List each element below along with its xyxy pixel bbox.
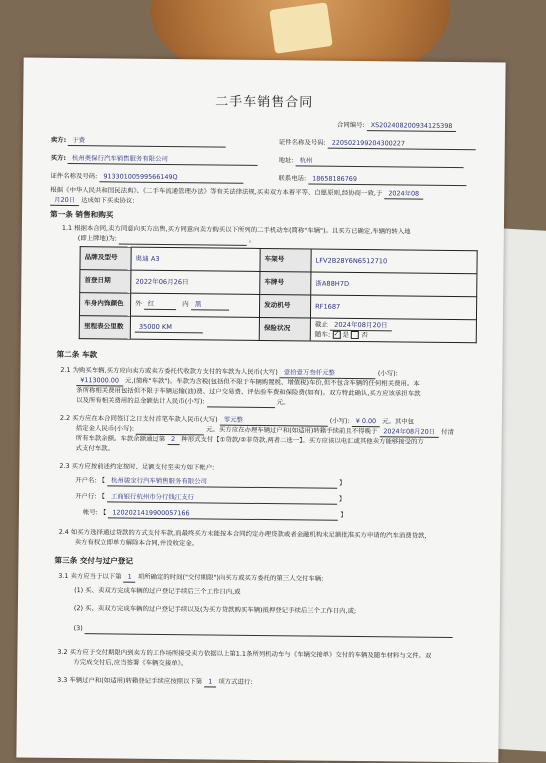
intro-date: 2024年08 bbox=[384, 189, 423, 199]
clause-text: 买方应于交付期限内到卖方的工作场所接受卖方依据以上第1.1条所列机动车与《车辆交接单》交付的车辆及随车材料与文件。双 bbox=[69, 648, 432, 660]
total-estimate-blank bbox=[207, 397, 275, 407]
seller-id-row bbox=[279, 138, 476, 150]
buyer-name: 杭州奥保行汽车销售服务有限公司 bbox=[68, 154, 258, 166]
clause-number: 3.1 bbox=[58, 571, 69, 580]
deadline-value: 2024年08月20日 bbox=[330, 320, 391, 331]
clause-number: 2.1 bbox=[60, 365, 71, 375]
mileage-cell bbox=[130, 316, 259, 340]
clause-text: 根据本合同,卖方同意向买方出售,买方同意向卖方购买以下所列的二手机动车(简称"车辆")。且买方已确定,车辆的转入地 bbox=[74, 224, 411, 236]
brand-label: 品牌及型号 bbox=[80, 247, 131, 271]
account-value: 1202021419900057166 bbox=[108, 508, 338, 520]
bank-row bbox=[75, 492, 345, 504]
clause-number: 2.3 bbox=[59, 461, 70, 470]
clause-text: 卖方应当于以下第 bbox=[70, 572, 122, 581]
article-2-title: 第二条 车款 bbox=[56, 349, 98, 360]
insurance-transfer-row bbox=[315, 330, 472, 341]
clause-text: 元,(简称"车款")。车款为含税(包括但不限于车辆购置税、增值税)车价,但不包含车辆的任何相关费用。本 bbox=[124, 376, 420, 388]
plate-value: 浙A88H7D bbox=[311, 272, 477, 297]
clause-text: 付清 bbox=[441, 427, 454, 437]
transfer-label: 随车: bbox=[314, 330, 331, 339]
mileage-label: 里程表公里数 bbox=[79, 316, 130, 340]
deadline-label: 截止 bbox=[314, 320, 329, 329]
brand-value: 奥迪 A3 bbox=[131, 247, 260, 271]
bank-label: 开户行: bbox=[75, 492, 97, 501]
first-payment-uppercase: 零元整 bbox=[220, 416, 328, 427]
intro-line-2 bbox=[50, 196, 134, 207]
account-row bbox=[83, 508, 347, 520]
price-lowercase: ¥113000.00 bbox=[76, 376, 123, 386]
registration-date-label: 首登日期 bbox=[80, 270, 131, 294]
bracket-left: 【 bbox=[98, 492, 105, 501]
color-label: 车身内饰颜色 bbox=[79, 293, 130, 317]
bracket-left: 【 bbox=[98, 476, 106, 485]
vin-label: 车架号 bbox=[260, 248, 311, 272]
yes-checkbox-icon[interactable]: ✓ bbox=[333, 330, 339, 338]
bracket-left: 【 bbox=[99, 508, 107, 517]
clause-text: 项所确定的时间("交付期限")向买方或买方委托的第三人交付车辆: bbox=[137, 572, 324, 583]
seller-label: 卖方: bbox=[50, 135, 67, 144]
clause-2-2-line4: 式支付车款。 bbox=[75, 444, 114, 453]
payment-method: 2 bbox=[167, 435, 179, 445]
table-row bbox=[79, 316, 476, 343]
intro-date-2: 月20日 bbox=[50, 196, 79, 206]
phone-value: 18658186769 bbox=[308, 174, 466, 185]
document-title: 二手车销售合同 bbox=[215, 94, 314, 111]
buyer-id-label: 证件名称及号码: bbox=[50, 171, 98, 181]
delivery-option: 1 bbox=[124, 573, 136, 583]
clause-1-1-cont bbox=[78, 234, 256, 245]
contract-document bbox=[16, 57, 505, 762]
payment-deadline: 2024年08月20日 bbox=[379, 427, 439, 437]
clause-text: 为购买车辆,买方应向卖方或卖方委托代收款方支付的车款为人民币(大写) bbox=[72, 366, 278, 377]
article-3-title: 第三条 交付与过户登记 bbox=[54, 555, 134, 566]
contract-number: XS202408200934125398 bbox=[367, 121, 457, 132]
clause-text: 元。买方应在办理车辆过户和(如适用)转籍手续前且不得晚于 bbox=[206, 425, 378, 436]
vehicle-info-table bbox=[79, 246, 478, 343]
price-uppercase: 壹拾壹万叁仟元整 bbox=[280, 368, 376, 379]
account-label: 帐号: bbox=[82, 508, 98, 517]
clause-3-1-option-3 bbox=[74, 624, 453, 638]
clause-text: (小写): bbox=[377, 369, 398, 378]
exterior-label: 外 bbox=[135, 299, 142, 308]
buyer-id-row bbox=[50, 172, 243, 184]
deposit-blank bbox=[136, 425, 204, 435]
bracket-right: 】 bbox=[338, 494, 346, 503]
clause-3-1-option-1: (1) 买、卖双方完成车辆的过户登记手续后三个工作日内,或 bbox=[74, 586, 241, 596]
insurance-cell bbox=[310, 318, 476, 343]
phone-row bbox=[278, 174, 466, 186]
engine-label: 发动机号 bbox=[259, 294, 310, 318]
mileage-value: 35000 KM bbox=[135, 323, 203, 334]
clause-text: 买方应在本合同签订之日支付首笔车款人民币(大写) bbox=[72, 414, 218, 424]
clause-3-2-line2: 方完成交付后,应当签署《车辆交接单》。 bbox=[73, 658, 188, 668]
clause-text: 如买方选择通过贷款的方式支付车款,而最终买方未能按本合同约定办理贷款或者金融机构未足额批准买方申请的汽车消费贷款, bbox=[70, 528, 427, 540]
bracket-right: 】 bbox=[340, 510, 347, 519]
clause-number: 3.2 bbox=[57, 647, 68, 656]
registration-place-blank bbox=[119, 235, 247, 246]
interior-label: 内 bbox=[182, 300, 189, 309]
clause-2-3 bbox=[59, 462, 214, 472]
address-value: 杭州 bbox=[296, 156, 464, 167]
yes-label: 是 bbox=[342, 330, 350, 339]
contract-number-label: 合同编号: bbox=[336, 120, 365, 130]
clause-text: 括定金人民币(小写): bbox=[75, 424, 135, 433]
clause-text: (小写): bbox=[329, 416, 350, 425]
address-row bbox=[279, 156, 464, 168]
clause-text: 买方应按前述约定按时、足额支付至卖方如下帐户: bbox=[71, 462, 215, 472]
clause-text: 元。其中包 bbox=[382, 417, 415, 426]
engine-value: RF1687 bbox=[310, 295, 476, 320]
buyer-row bbox=[51, 154, 258, 166]
clause-text: 种形式支付【①贷款/②非贷款,两者二选一】。买方应该以电汇或其他卖方能够接受的方 bbox=[181, 435, 424, 446]
first-payment-lowercase: ¥ 0.00 bbox=[352, 417, 380, 427]
clause-number: 2.2 bbox=[59, 413, 71, 423]
clause-text: 元。 bbox=[276, 398, 290, 407]
exterior-color: 红 bbox=[144, 300, 176, 310]
intro-text: 根据《中华人民共和国民法典》、《二手车流通管理办法》等有关法律法规,买卖双方本着平等、自愿原则,经协商一致,于 bbox=[50, 185, 383, 198]
clause-text: 。 bbox=[248, 235, 256, 244]
interior-color: 黑 bbox=[191, 300, 229, 310]
clause-2-1-line3: 条所称相关费用包括但不限于车辆运输(油)费、过户交易费、评估验车费和保险费(如有)。双方特此确认,买方应该承担车款 bbox=[76, 386, 421, 398]
bank-name-label: 开户名: bbox=[75, 476, 97, 485]
bracket-right: 】 bbox=[339, 478, 346, 487]
clause-text: 所有车款余额。车款余额通过第 bbox=[75, 434, 166, 443]
buyer-id: 91330100599566149Q bbox=[99, 172, 243, 183]
seller-id: 220502199204300227 bbox=[328, 139, 476, 150]
clause-2-1-line4 bbox=[76, 396, 290, 408]
seller-row bbox=[51, 136, 226, 147]
option-3-blank bbox=[85, 624, 453, 637]
seller-name: 于费 bbox=[68, 136, 226, 147]
clause-number: 3.3 bbox=[57, 675, 68, 684]
bank-account-name-row bbox=[75, 476, 345, 488]
intro-text-2: 达成如下买卖协议: bbox=[81, 196, 135, 205]
seller-id-label: 证件名称及号码: bbox=[278, 138, 326, 147]
insurance-label: 保险状况 bbox=[259, 317, 310, 341]
background-card bbox=[269, 2, 333, 54]
color-values bbox=[130, 293, 259, 317]
article-1-title: 第一条 销售和购买 bbox=[49, 209, 114, 220]
clause-number: 1.1 bbox=[61, 223, 73, 233]
clause-text: 项方式进行: bbox=[218, 677, 253, 686]
no-label: 否 bbox=[361, 330, 368, 339]
no-checkbox-icon[interactable] bbox=[351, 330, 359, 338]
clause-text: 以及所有相关费用的总金额估计人民币(小写): bbox=[76, 396, 205, 406]
phone-label: 联系电话: bbox=[278, 174, 307, 183]
clause-text: 车辆过户和(如适用)转籍登记手续应按照以下第 bbox=[69, 676, 203, 686]
registration-date: 2022年06月26日 bbox=[131, 270, 260, 294]
contract-number-row bbox=[337, 121, 456, 132]
clause-3-1-option-2: (2) 买、卖双方完成车辆的过户登记手续以及(为买方贷款购买车辆)抵押登记手续后三个工作日内,或; bbox=[73, 604, 357, 616]
clause-number: 2.4 bbox=[58, 527, 69, 536]
plate-label: 车牌号 bbox=[260, 271, 311, 295]
vin-value: LFV2B28Y6N6512710 bbox=[311, 249, 477, 274]
clause-3-1 bbox=[58, 572, 323, 584]
address-label: 地址: bbox=[278, 156, 294, 165]
clause-text: (即上牌地)为: bbox=[77, 234, 117, 243]
buyer-label: 买方: bbox=[50, 153, 67, 162]
clause-2-4-line2: 卖方有权立即单方解除本合同,并没收定金。 bbox=[74, 538, 199, 548]
bank-value: 工商银行杭州市分行钱江支行 bbox=[107, 492, 337, 504]
clause-3-3 bbox=[57, 676, 252, 688]
clause-text: (3) bbox=[73, 624, 83, 633]
bank-account-name: 杭州骏宝行汽车销售服务有限公司 bbox=[107, 476, 337, 488]
transfer-option: 1 bbox=[204, 677, 216, 687]
